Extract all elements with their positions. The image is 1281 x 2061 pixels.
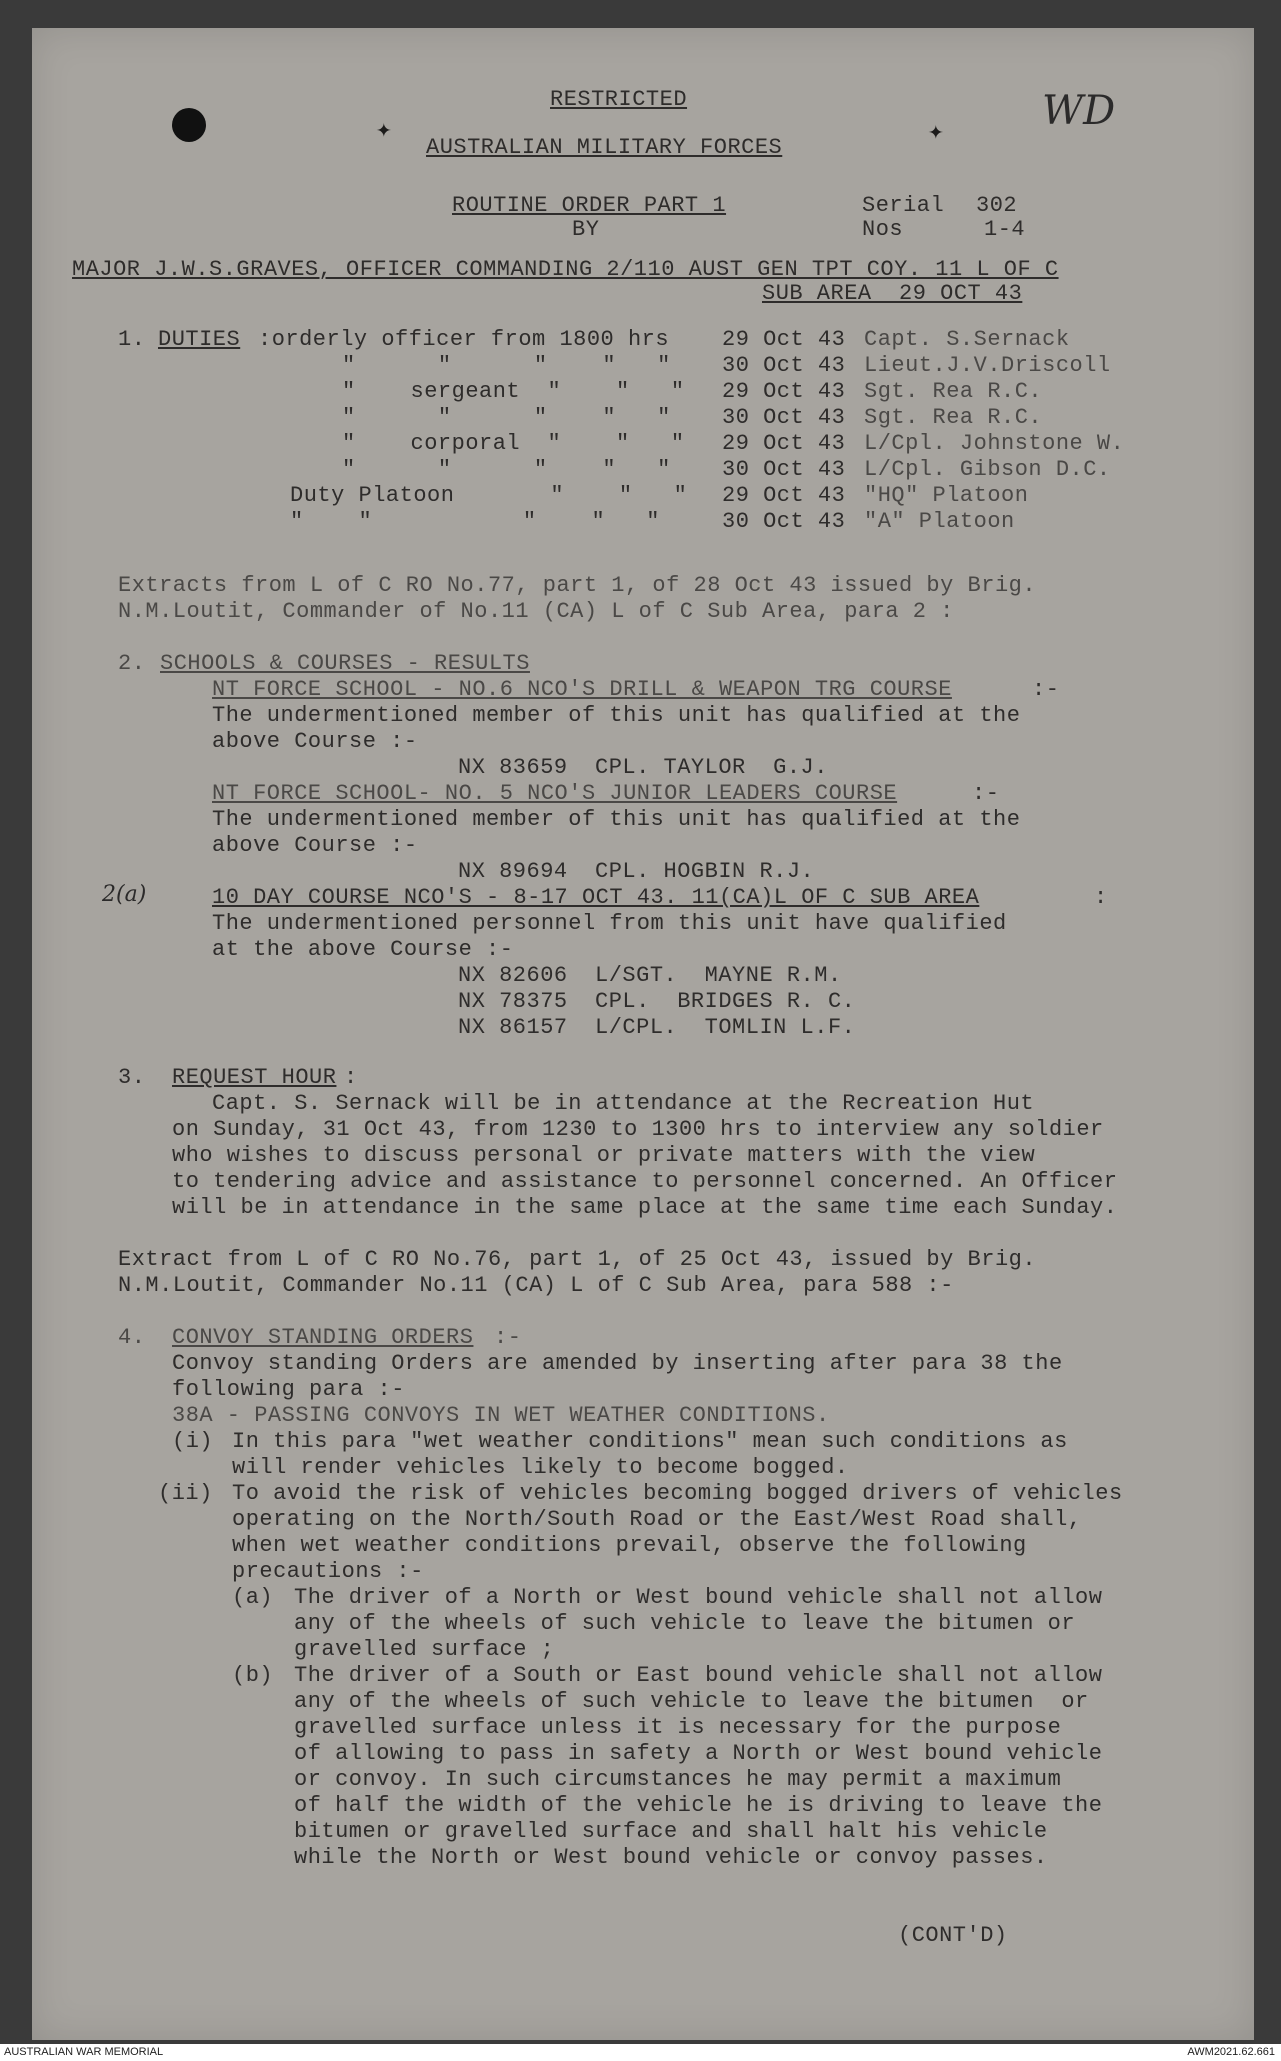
duty-role: " " " " " [342,457,671,482]
convoy-heading: CONVOY STANDING ORDERS [172,1325,474,1350]
duty-name: L/Cpl. Johnstone W. [864,431,1125,456]
item-a-line: any of the wheels of such vehicle to leave the bitumen or [294,1611,1076,1636]
duty-date: 30 Oct 43 [722,457,846,482]
item-ii-line: precautions :- [232,1559,424,1584]
commander-line-2: SUB AREA 29 OCT 43 [762,281,1023,306]
item-b-line: any of the wheels of such vehicle to leave the bitumen or [294,1689,1089,1714]
duty-role: " corporal " " " [342,431,685,456]
footer-right: AWM2021.62.661 [1187,2046,1275,2058]
request-line: to tendering advice and assistance to personnel concerned. An Officer [172,1169,1118,1194]
course-2-suffix: :- [972,781,1000,806]
serial-label: Serial [862,193,945,218]
ink-blot: ✦ [376,115,392,145]
continued-note: (CONT'D) [898,1923,1008,1948]
duty-role: " " " " " [290,509,660,534]
duty-name: Sgt. Rea R.C. [864,405,1043,430]
course-2-title: NT FORCE SCHOOL- NO. 5 NCO'S JUNIOR LEADERS COURSE [212,781,898,806]
course-1-member: NX 83659 CPL. TAYLOR G.J. [458,755,828,780]
item-b-line: The driver of a South or East bound vehicle shall not allow [294,1663,1103,1688]
item-b-line: of half the width of the vehicle he is driving to leave the [294,1793,1103,1818]
course-3-member: NX 78375 CPL. BRIDGES R. C. [458,989,856,1014]
convoy-number: 4. [118,1325,146,1350]
serial-value: 302 [976,193,1018,218]
item-i-line: In this para "wet weather conditions" mean such conditions as [232,1429,1068,1454]
item-b-label: (b) [232,1663,274,1688]
course-3-title: 10 DAY COURSE NCO'S - 8-17 OCT 43. 11(CA)L OF C SUB AREA [212,885,980,910]
course-3-text: at the above Course :- [212,937,514,962]
item-b-line: while the North or West bound vehicle or convoy passes. [294,1845,1048,1870]
course-3-text: The undermentioned personnel from this unit have qualified [212,911,1007,936]
course-1-title: NT FORCE SCHOOL - NO.6 NCO'S DRILL & WEAPON TRG COURSE [212,677,952,702]
course-2-member: NX 89694 CPL. HOGBIN R.J. [458,859,815,884]
punch-hole [172,108,206,142]
item-a-label: (a) [232,1585,274,1610]
duty-name: "A" Platoon [864,509,1015,534]
request-line: on Sunday, 31 Oct 43, from 1230 to 1300 hrs to interview any soldier [172,1117,1104,1142]
ink-blot: ✦ [928,117,944,147]
duty-role: :orderly officer from 1800 hrs [258,327,670,352]
item-i-line: will render vehicles likely to become bogged. [232,1455,849,1480]
extract-1-line-2: N.M.Loutit, Commander of No.11 (CA) L of C Sub Area, para 2 : [118,599,954,624]
course-1-text: The undermentioned member of this unit has qualified at the [212,703,1021,728]
course-3-member: NX 82606 L/SGT. MAYNE R.M. [458,963,842,988]
item-i-label: (i) [172,1429,214,1454]
margin-note: 2(a) [102,882,147,907]
order-title: ROUTINE ORDER PART 1 [452,193,727,218]
item-b-line: or convoy. In such circumstances he may permit a maximum [294,1767,1062,1792]
request-line: Capt. S. Sernack will be in attendance at the Recreation Hut [212,1091,1035,1116]
duty-role: Duty Platoon " " " [290,483,688,508]
classification: RESTRICTED [550,87,688,112]
duty-date: 29 Oct 43 [722,483,846,508]
duty-name: Lieut.J.V.Driscoll [864,353,1111,378]
forces-title: AUSTRALIAN MILITARY FORCES [426,135,783,160]
duty-date: 29 Oct 43 [722,431,846,456]
course-2-text: The undermentioned member of this unit has qualified at the [212,807,1021,832]
nos-label: Nos [862,217,904,242]
schools-number: 2. [118,651,146,676]
duty-name: Sgt. Rea R.C. [864,379,1043,404]
item-ii-line: To avoid the risk of vehicles becoming bogged drivers of vehicles [232,1481,1123,1506]
course-3-member: NX 86157 L/CPL. TOMLIN L.F. [458,1015,856,1040]
order-by: BY [572,217,600,242]
convoy-subhead: 38A - PASSING CONVOYS IN WET WEATHER CONDITIONS. [172,1403,830,1428]
footer-left: AUSTRALIAN WAR MEMORIAL [4,2046,164,2058]
convoy-intro: Convoy standing Orders are amended by inserting after para 38 the [172,1351,1063,1376]
duty-date: 30 Oct 43 [722,405,846,430]
duty-role: " " " " " [342,405,671,430]
duty-date: 29 Oct 43 [722,327,846,352]
course-2-text: above Course :- [212,833,418,858]
extract-1-line-1: Extracts from L of C RO No.77, part 1, of 28 Oct 43 issued by Brig. [118,573,1037,598]
duty-name: Capt. S.Sernack [864,327,1070,352]
nos-value: 1-4 [984,217,1026,242]
course-1-suffix: :- [1032,677,1060,702]
request-line: will be in attendance in the same place at the same time each Sunday. [172,1195,1118,1220]
item-b-line: bitumen or gravelled surface and shall halt his vehicle [294,1819,1048,1844]
course-3-suffix: : [1094,885,1108,910]
extract-2-line-2: N.M.Loutit, Commander No.11 (CA) L of C Sub Area, para 588 :- [118,1273,954,1298]
item-b-line: of allowing to pass in safety a North or West bound vehicle [294,1741,1103,1766]
duty-name: L/Cpl. Gibson D.C. [864,457,1111,482]
duty-role: " " " " " [342,353,671,378]
item-ii-line: when wet weather conditions prevail, observe the following [232,1533,1027,1558]
request-suffix: : [344,1065,358,1090]
item-a-line: gravelled surface ; [294,1637,555,1662]
document-page [32,28,1254,2040]
footer-bar [0,2044,1281,2061]
convoy-suffix: :- [494,1325,522,1350]
convoy-intro: following para :- [172,1377,405,1402]
item-a-line: The driver of a North or West bound vehicle shall not allow [294,1585,1103,1610]
request-number: 3. [118,1065,146,1090]
duties-heading: DUTIES [158,327,241,352]
duty-name: "HQ" Platoon [864,483,1029,508]
duty-date: 30 Oct 43 [722,509,846,534]
commander-line-1: MAJOR J.W.S.GRAVES, OFFICER COMMANDING 2/110 AUST GEN TPT COY. 11 L OF C [72,257,1059,282]
duties-number: 1. [118,327,146,352]
duty-role: " sergeant " " " [342,379,685,404]
schools-heading: SCHOOLS & COURSES - RESULTS [160,651,530,676]
duty-date: 30 Oct 43 [722,353,846,378]
duty-date: 29 Oct 43 [722,379,846,404]
handwritten-mark: WD [1042,88,1116,134]
extract-2-line-1: Extract from L of C RO No.76, part 1, of 25 Oct 43, issued by Brig. [118,1247,1037,1272]
item-ii-label: (ii) [158,1481,213,1506]
course-1-text: above Course :- [212,729,418,754]
request-line: who wishes to discuss personal or private matters with the view [172,1143,1036,1168]
item-b-line: gravelled surface unless it is necessary for the purpose [294,1715,1062,1740]
item-ii-line: operating on the North/South Road or the East/West Road shall, [232,1507,1082,1532]
request-heading: REQUEST HOUR [172,1065,337,1090]
